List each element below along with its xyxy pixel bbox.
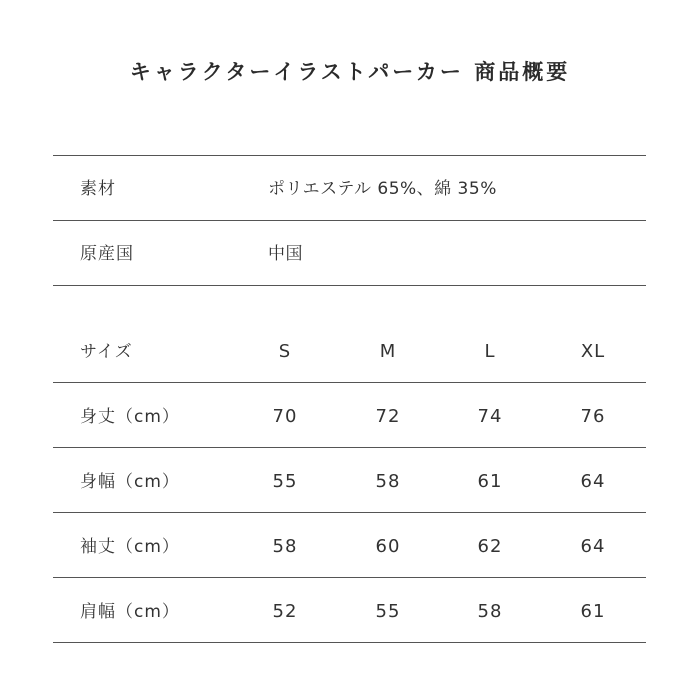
table-cell: 64 [580, 471, 606, 492]
divider [53, 382, 646, 383]
divider [53, 285, 646, 286]
size-header-label: サイズ [80, 342, 133, 362]
table-cell: 62 [477, 536, 503, 557]
row-label: 身幅（cm） [80, 472, 180, 492]
table-cell: 55 [272, 471, 298, 492]
page-title: キャラクターイラストパーカー 商品概要 [129, 60, 571, 84]
table-cell: 52 [272, 601, 298, 622]
table-cell: 76 [580, 406, 606, 427]
table-cell: 61 [477, 471, 503, 492]
divider [53, 512, 646, 513]
divider [53, 577, 646, 578]
size-header-m: M [379, 341, 397, 362]
divider [53, 220, 646, 221]
size-header-s: S [278, 341, 292, 362]
origin-value: 中国 [268, 244, 303, 264]
table-cell: 70 [272, 406, 298, 427]
table-cell: 72 [375, 406, 401, 427]
row-label: 肩幅（cm） [80, 602, 180, 622]
material-label: 素材 [80, 179, 116, 199]
row-label: 身丈（cm） [80, 407, 180, 427]
table-cell: 58 [477, 601, 503, 622]
table-cell: 61 [580, 601, 606, 622]
size-header-xl: XL [580, 341, 606, 362]
table-cell: 58 [375, 471, 401, 492]
table-cell: 60 [375, 536, 401, 557]
divider [53, 642, 646, 643]
material-value: ポリエステル 65%、綿 35% [268, 179, 497, 199]
size-header-l: L [484, 341, 496, 362]
divider [53, 447, 646, 448]
origin-label: 原産国 [80, 244, 134, 264]
table-cell: 55 [375, 601, 401, 622]
row-label: 袖丈（cm） [80, 537, 180, 557]
divider [53, 155, 646, 156]
table-cell: 58 [272, 536, 298, 557]
table-cell: 64 [580, 536, 606, 557]
table-cell: 74 [477, 406, 503, 427]
